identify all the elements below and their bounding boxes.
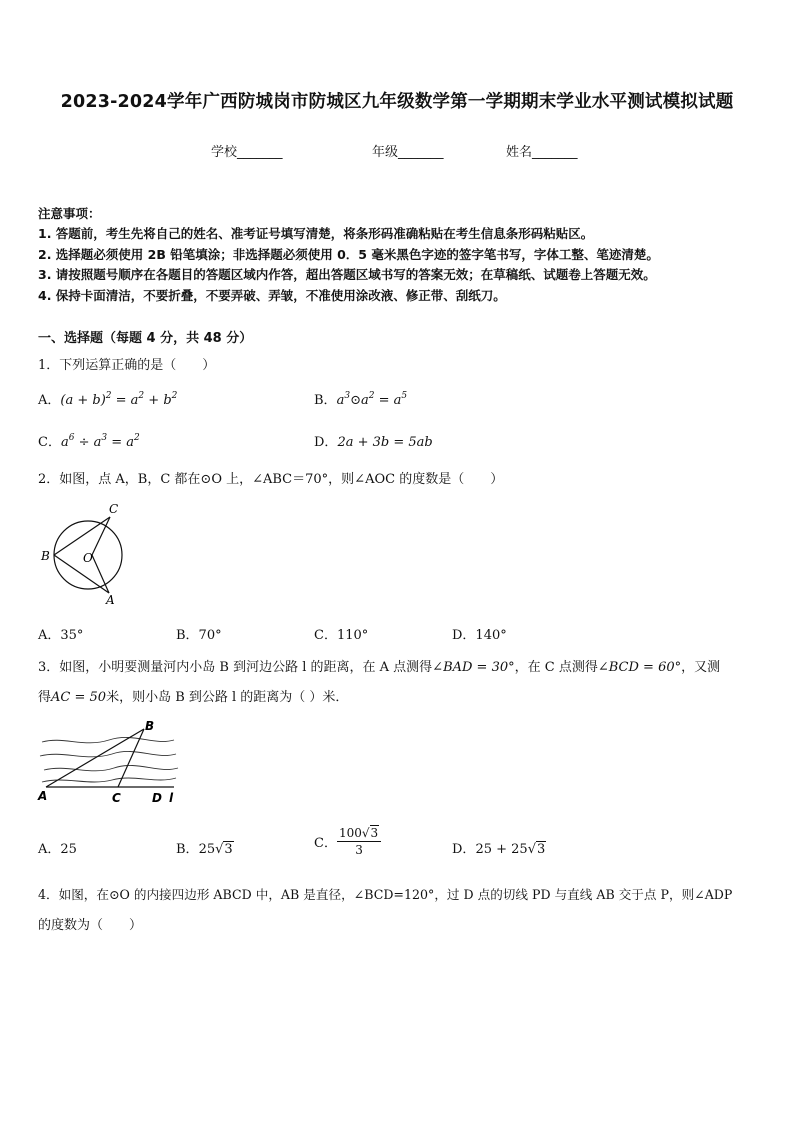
q3-option-a: A．25: [38, 842, 77, 857]
question-1-stem: 1．下列运算正确的是（ ）: [38, 358, 216, 373]
note-item: 1. 答题前，考生先将自己的姓名、准考证号填写清楚，将条形码准确粘贴在考生信息条形码粘贴区。: [38, 226, 594, 241]
q1-option-d: D．2a + 3b = 5ab: [314, 435, 433, 450]
label-c: C: [109, 502, 119, 516]
question-3-stem-line1: 3．如图，小明要测量河内小岛 B 到河边公路 l 的距离，在 A 点测得∠BAD = 30°，在 C 点测得∠BCD = 60°，又测: [38, 660, 721, 675]
q2-circle-figure: [36, 500, 136, 610]
notes-heading: 注意事项：: [38, 206, 101, 221]
q1-option-c: C．$a^6 \div a^3 = a^2$: [38, 433, 140, 450]
label-b: B: [145, 719, 155, 733]
name-field: 姓名_______: [506, 145, 578, 160]
school-field: 学校_______: [211, 145, 283, 160]
label-o: O: [83, 551, 93, 565]
q1-option-b: B．$a^3⊙a^2 = a^5$: [314, 391, 408, 408]
note-item: 3. 请按照题号顺序在各题目的答题区域内作答，超出答题区域书写的答案无效；在草稿纸、试题卷上答题无效。: [38, 267, 656, 282]
question-4-stem-line2: 的度数为（ ）: [38, 918, 143, 933]
q3-river-figure: [34, 718, 184, 808]
question-4-stem-line1: 4．如图，在⊙O 的内接四边形 ABCD 中，AB 是直径，∠BCD=120°，过 D 点的切线 PD 与直线 AB 交于点 P，则∠ADP: [38, 887, 733, 902]
q2-option-c: C．110°: [314, 628, 369, 643]
label-c: C: [112, 791, 121, 805]
label-b: B: [41, 549, 50, 563]
q1-option-a: A．$(a + b)^2 = a^2 + b^2$: [38, 391, 178, 408]
note-item: 2. 选择题必须使用 2B 铅笔填涂；非选择题必须使用 0．5 毫米黑色字迹的签字笔书写，字体工整、笔迹清楚。: [38, 247, 659, 262]
label-a: A: [38, 789, 48, 803]
page-title: 2023-2024学年广西防城岗市防城区九年级数学第一学期期末学业水平测试模拟试题: [60, 92, 734, 112]
q3-option-b: B．25√3: [176, 842, 233, 857]
q2-option-d: D．140°: [452, 628, 507, 643]
label-l: l: [169, 791, 174, 805]
label-d: D: [152, 791, 162, 805]
q2-option-b: B．70°: [176, 628, 222, 643]
question-3-stem-line2: 得AC = 50米，则小岛 B 到公路 l 的距离为（ ）米．: [38, 690, 349, 705]
q2-option-a: A．35°: [38, 628, 84, 643]
question-2-stem: 2．如图，点 A，B，C 都在⊙O 上，∠ABC＝70°，则∠AOC 的度数是（ ）: [38, 472, 504, 487]
q3-option-c: C． $\frac{100√3}{3}$: [314, 826, 381, 857]
grade-field: 年级_______: [372, 145, 444, 160]
q3-option-d: D．25 + 25√3: [452, 842, 546, 857]
note-item: 4. 保持卡面清洁，不要折叠，不要弄破、弄皱，不准使用涂改液、修正带、刮纸刀。: [38, 288, 506, 303]
label-a: A: [106, 593, 115, 607]
section-heading: 一、选择题（每题 4 分，共 48 分）: [38, 331, 253, 346]
